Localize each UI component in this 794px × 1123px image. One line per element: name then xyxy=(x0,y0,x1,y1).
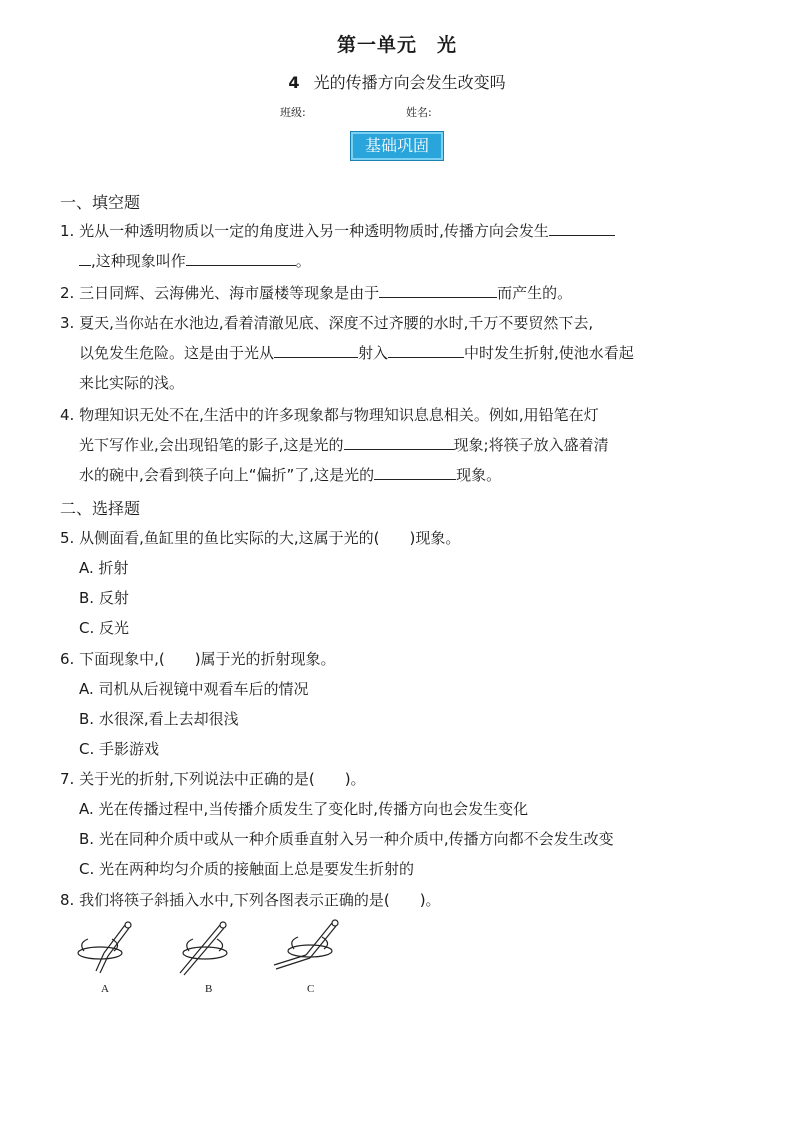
figure-label-b[interactable]: B xyxy=(205,983,213,995)
question-text: 2. 三日同辉、云海佛光、海市蜃楼等现象是由于 xyxy=(60,284,380,302)
question-1-line-2 xyxy=(79,250,311,271)
section-badge: 基础巩固 xyxy=(350,131,444,161)
question-6-option-c[interactable]: C. 手影游戏 xyxy=(79,740,160,758)
question-3-line-2 xyxy=(79,342,634,363)
answer-blank[interactable] xyxy=(374,467,456,480)
question-text: 光下写作业,会出现铅笔的影子,这是光的 xyxy=(79,436,344,454)
question-6-stem: 6. 下面现象中,( )属于光的折射现象。 xyxy=(60,650,336,668)
question-4-line-3 xyxy=(79,464,501,485)
question-text: 现象。 xyxy=(456,466,502,484)
question-8-stem: 8. 我们将筷子斜插入水中,下列各图表示正确的是( )。 xyxy=(60,891,441,909)
section-choice-heading: 二、选择题 xyxy=(60,499,141,518)
lesson-title-row xyxy=(0,70,794,93)
section-fill-heading: 一、填空题 xyxy=(60,193,141,212)
answer-blank[interactable] xyxy=(388,345,464,358)
question-text: 。 xyxy=(295,252,311,270)
question-text: 以免发生危险。这是由于光从 xyxy=(79,344,275,362)
question-6-option-b[interactable]: B. 水很深,看上去却很浅 xyxy=(79,710,239,728)
question-1-line-1 xyxy=(60,220,615,241)
question-5-option-b[interactable]: B. 反射 xyxy=(79,589,129,607)
question-text: ,这种现象叫作 xyxy=(91,252,186,270)
question-7-stem: 7. 关于光的折射,下列说法中正确的是( )。 xyxy=(60,770,366,788)
figure-b-chopstick xyxy=(180,922,227,975)
question-5-option-c[interactable]: C. 反光 xyxy=(79,619,130,637)
unit-title: 第一单元 光 xyxy=(336,34,457,56)
question-2 xyxy=(60,282,572,303)
class-label: 班级: xyxy=(280,106,306,119)
question-3-line-1: 3. 夏天,当你站在水池边,看着清澈见底、深度不过齐腰的水时,千万不要贸然下去, xyxy=(60,314,594,332)
question-text: 现象;将筷子放入盛着清 xyxy=(453,436,609,454)
answer-blank[interactable] xyxy=(344,437,454,450)
chopsticks-in-water-illustration xyxy=(70,915,350,981)
question-text: 中时发生折射,使池水看起 xyxy=(464,344,634,362)
figure-a-chopstick xyxy=(78,922,131,973)
question-5-option-a[interactable]: A. 折射 xyxy=(79,559,129,577)
question-text: 而产生的。 xyxy=(497,284,573,302)
question-6-option-a[interactable]: A. 司机从后视镜中观看车后的情况 xyxy=(79,680,309,698)
question-5-stem: 5. 从侧面看,鱼缸里的鱼比实际的大,这属于光的( )现象。 xyxy=(60,529,461,547)
lesson-number: 4 xyxy=(288,73,300,92)
answer-blank[interactable] xyxy=(79,253,91,266)
figure-label-a[interactable]: A xyxy=(101,983,109,995)
figure-c-chopstick xyxy=(274,920,338,969)
lesson-title: 光的传播方向会发生改变吗 xyxy=(313,73,506,92)
answer-blank[interactable] xyxy=(274,345,358,358)
answer-blank[interactable] xyxy=(549,223,615,236)
question-text: 1. 光从一种透明物质以一定的角度进入另一种透明物质时,传播方向会发生 xyxy=(60,222,549,240)
question-4-line-1: 4. 物理知识无处不在,生活中的许多现象都与物理知识息息相关。例如,用铅笔在灯 xyxy=(60,406,599,424)
question-7-option-c[interactable]: C. 光在两种均匀介质的接触面上总是要发生折射的 xyxy=(79,860,415,878)
question-7-option-b[interactable]: B. 光在同种介质中或从一种介质垂直射入另一种介质中,传播方向都不会发生改变 xyxy=(79,830,614,848)
answer-blank[interactable] xyxy=(379,285,497,298)
question-4-line-2 xyxy=(79,434,609,455)
question-text: 水的碗中,会看到筷子向上“偏折”了,这是光的 xyxy=(79,466,375,484)
question-text: 射入 xyxy=(358,344,389,362)
chopsticks-figures xyxy=(70,915,350,995)
question-3-line-3: 来比实际的浅。 xyxy=(79,374,185,392)
question-7-option-a[interactable]: A. 光在传播过程中,当传播介质发生了变化时,传播方向也会发生变化 xyxy=(79,800,529,818)
name-label: 姓名: xyxy=(406,106,432,119)
figure-label-c[interactable]: C xyxy=(307,983,315,995)
answer-blank[interactable] xyxy=(186,253,296,266)
